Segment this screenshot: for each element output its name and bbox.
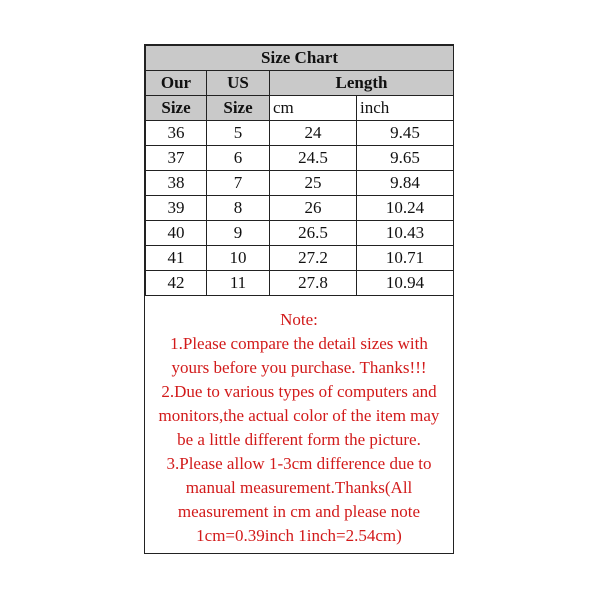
our-size-cell: 38 bbox=[146, 171, 207, 196]
table-row bbox=[146, 271, 454, 296]
inch-cell: 9.65 bbox=[357, 146, 454, 171]
note-line: 2.Due to various types of computers and bbox=[161, 382, 437, 401]
our-size-cell: 40 bbox=[146, 221, 207, 246]
us-size-cell: 7 bbox=[207, 171, 270, 196]
table-row bbox=[146, 246, 454, 271]
cm-header: cm bbox=[270, 96, 357, 121]
us-size-cell: 9 bbox=[207, 221, 270, 246]
inch-cell: 9.84 bbox=[357, 171, 454, 196]
us-size-header-top: US bbox=[207, 71, 270, 96]
table-row bbox=[146, 121, 454, 146]
our-size-header-bottom: Size bbox=[146, 96, 207, 121]
us-size-cell: 5 bbox=[207, 121, 270, 146]
inch-header: inch bbox=[357, 96, 454, 121]
inch-cell: 9.45 bbox=[357, 121, 454, 146]
note-line: monitors,the actual color of the item may bbox=[158, 406, 440, 425]
cm-cell: 24 bbox=[270, 121, 357, 146]
note-line: be a little different form the picture. bbox=[177, 430, 421, 449]
us-size-cell: 11 bbox=[207, 271, 270, 296]
cm-cell: 27.2 bbox=[270, 246, 357, 271]
us-size-cell: 8 bbox=[207, 196, 270, 221]
inch-cell: 10.71 bbox=[357, 246, 454, 271]
note-line: measurement in cm and please note bbox=[177, 502, 421, 521]
inch-cell: 10.43 bbox=[357, 221, 454, 246]
chart-title: Size Chart bbox=[146, 46, 454, 71]
cm-cell: 27.8 bbox=[270, 271, 357, 296]
cm-cell: 24.5 bbox=[270, 146, 357, 171]
note-line: manual measurement.Thanks(All bbox=[185, 478, 413, 497]
table-row bbox=[146, 146, 454, 171]
inch-cell: 10.24 bbox=[357, 196, 454, 221]
our-size-cell: 39 bbox=[146, 196, 207, 221]
our-size-header-top: Our bbox=[146, 71, 207, 96]
our-size-cell: 37 bbox=[146, 146, 207, 171]
table-row bbox=[146, 171, 454, 196]
note-line: yours before you purchase. Thanks!!! bbox=[171, 358, 427, 377]
us-size-cell: 10 bbox=[207, 246, 270, 271]
cm-cell: 26.5 bbox=[270, 221, 357, 246]
us-size-cell: 6 bbox=[207, 146, 270, 171]
cm-cell: 25 bbox=[270, 171, 357, 196]
note-section bbox=[145, 296, 453, 548]
cm-cell: 26 bbox=[270, 196, 357, 221]
note-line: 3.Please allow 1-3cm difference due to bbox=[166, 454, 432, 473]
note-line: 1cm=0.39inch 1inch=2.54cm) bbox=[196, 526, 402, 545]
our-size-cell: 42 bbox=[146, 271, 207, 296]
us-size-header-bottom: Size bbox=[207, 96, 270, 121]
note-heading: Note: bbox=[280, 310, 318, 329]
table-row bbox=[146, 221, 454, 246]
length-header: Length bbox=[270, 71, 454, 96]
size-table bbox=[145, 45, 454, 296]
inch-cell: 10.94 bbox=[357, 271, 454, 296]
note-line: 1.Please compare the detail sizes with bbox=[170, 334, 428, 353]
table-row bbox=[146, 196, 454, 221]
size-chart bbox=[144, 44, 454, 554]
our-size-cell: 41 bbox=[146, 246, 207, 271]
our-size-cell: 36 bbox=[146, 121, 207, 146]
